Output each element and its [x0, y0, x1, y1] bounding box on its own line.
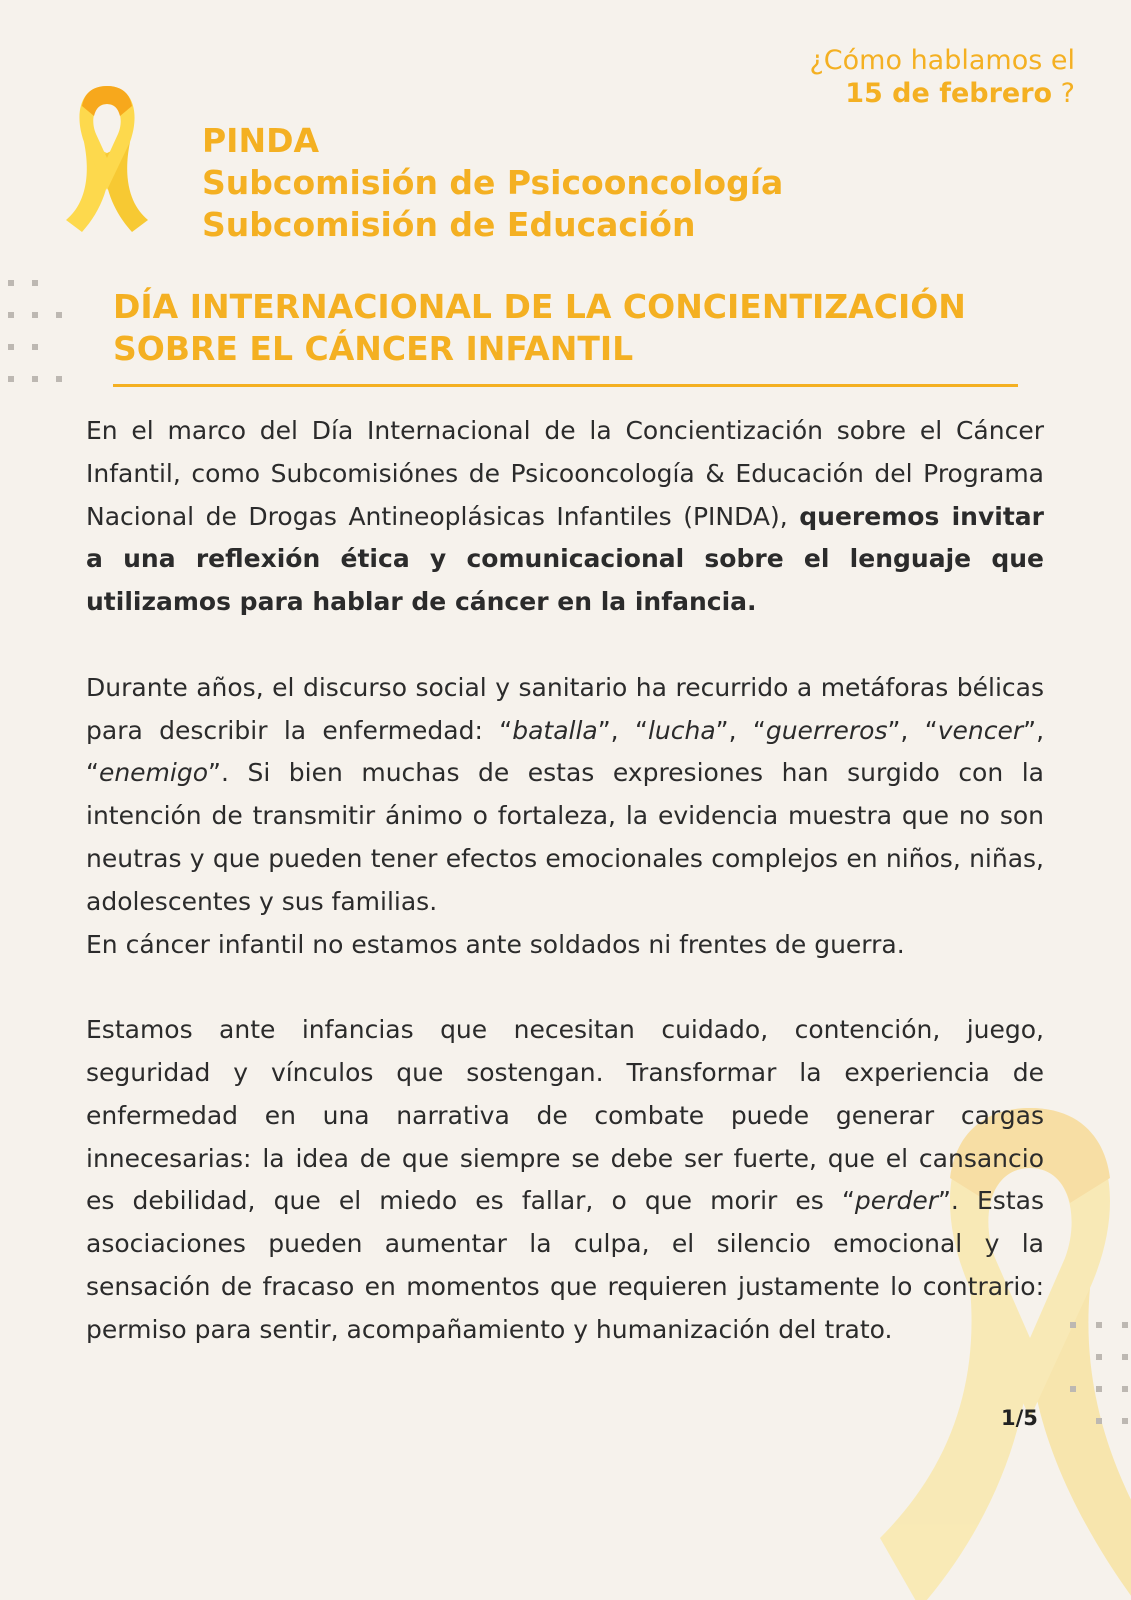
- p2-sep1: ”, “: [597, 715, 648, 745]
- decorative-dots-right: [1070, 1322, 1131, 1422]
- page-number: 1/5: [1001, 1406, 1038, 1430]
- p2-sep2: ”, “: [715, 715, 766, 745]
- title-line2: SOBRE EL CÁNCER INFANTIL: [113, 329, 634, 368]
- paragraph-3: En cáncer infantil no estamos ante soldados ni frentes de guerra.: [86, 929, 905, 959]
- paragraph-4: [86, 1009, 1044, 1351]
- word-perder: perder: [854, 1186, 938, 1216]
- p2-text-start: Durante años, el discurso social y sanitario ha recurrido a metáforas bélicas para describir la enfermedad: “: [86, 672, 1044, 745]
- title-line1: DÍA INTERNACIONAL DE LA CONCIENTIZACIÓN: [113, 287, 966, 326]
- org-line-psicooncologia: Subcomisión de Psicooncología: [202, 163, 784, 202]
- p2-sep4: ”, “: [86, 715, 1045, 788]
- word-vencer: vencer: [937, 715, 1024, 745]
- title-divider: [113, 384, 1018, 387]
- word-lucha: lucha: [647, 715, 716, 745]
- body-text: [86, 410, 1044, 1352]
- word-enemigo: enemigo: [98, 758, 209, 788]
- tagline-end: ?: [1052, 78, 1075, 109]
- p1-text: En el marco del Día Internacional de la Concientización sobre el Cáncer Infantil, como Subcomisiónes de Psicooncología & Educación del Programa Nacional de Drogas Antineoplásicas Infantiles (PINDA),: [86, 416, 1044, 531]
- tagline-line2: [809, 77, 1075, 110]
- paragraph-1: [86, 410, 1044, 624]
- organization-names: [202, 120, 783, 246]
- p4-text-start: Estamos ante infancias que necesitan cuidado, contención, juego, seguridad y vínculos que sostengan. Transformar la experiencia de enfermedad en una narrativa de combate puede generar cargas innecesarias: la idea de que siempre se debe ser fuerte, que el cansancio es debilidad, que el miedo es fallar, o que morir es “: [86, 1015, 1044, 1216]
- p1-bold-text: queremos invitar a una reflexión ética y comunicacional sobre el lenguaje que utilizamos para hablar de cáncer en la infancia.: [86, 501, 1044, 617]
- org-line-educacion: Subcomisión de Educación: [202, 205, 696, 244]
- p2-text-end: ”. Si bien muchas de estas expresiones han surgido con la intención de transmitir ánimo o fortaleza, la evidencia muestra que no son neutras y que pueden tener efectos emocionales complejos en niños, niñas, adolescentes y sus familias.: [86, 758, 1044, 916]
- awareness-ribbon-icon: [62, 82, 152, 240]
- word-guerreros: guerreros: [765, 715, 888, 745]
- org-line-pinda: PINDA: [202, 121, 320, 160]
- tagline: [809, 44, 1075, 110]
- decorative-dots-left: [0, 280, 70, 380]
- tagline-date: 15 de febrero: [845, 78, 1053, 109]
- word-batalla: batalla: [512, 715, 598, 745]
- tagline-line1: ¿Cómo hablamos el: [809, 45, 1075, 76]
- p2-sep3: ”, “: [887, 715, 938, 745]
- paragraph-2: [86, 667, 1044, 924]
- page-title: [113, 286, 1033, 370]
- p4-text-end: ”. Estas asociaciones pueden aumentar la culpa, el silencio emocional y la sensación de fracaso en momentos que requieren justamente lo contrario: permiso para sentir, acompañamiento y humanización del trato.: [86, 1186, 1044, 1344]
